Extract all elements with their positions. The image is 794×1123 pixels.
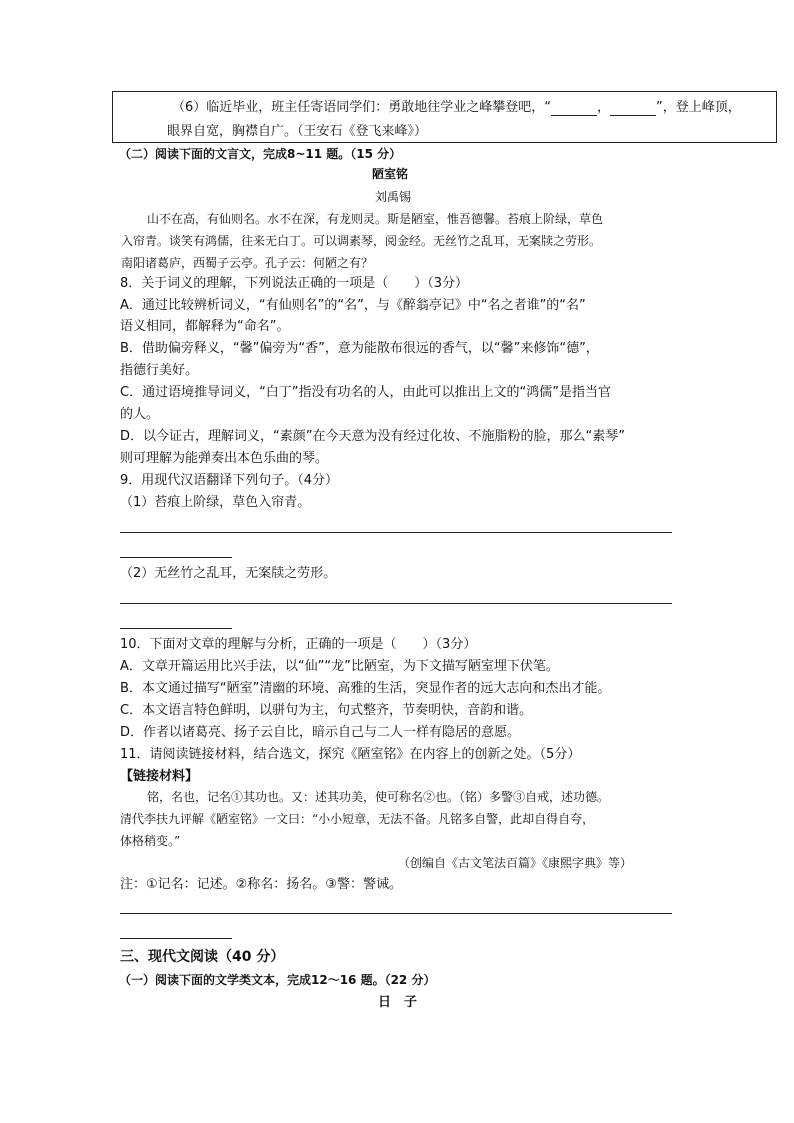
- passage-line-2: 入帘青。谈笑有鸿儒，往来无白丁。可以调素琴，阅金经。无丝竹之乱耳，无案牍之劳形。: [121, 234, 602, 248]
- q8-option-a-cont: 语义相同，都解释为“命名”。: [120, 319, 290, 334]
- material-line-2: 清代李扶九评解《陋室铭》一文曰：“小小短章，无法不备。凡铭多自警，此却自得自夸，: [120, 812, 595, 826]
- q8-option-a: A．通过比较辨析词义，“有仙则名”的“名”，与《醉翁亭记》中“名之者谁”的“名”: [120, 298, 586, 313]
- passage-line-1: 山不在高，有仙则名。水不在深，有龙则灵。斯是陋室，惟吾德馨。苔痕上阶绿，草色: [147, 212, 604, 226]
- passage-title: 陋室铭: [372, 167, 409, 181]
- q10-option-d: D．作者以诸葛亮、扬子云自比，暗示自己与二人一样有隐居的意愿。: [120, 725, 521, 740]
- material-line-3: 体格稍变。”: [120, 834, 181, 848]
- section3-sub: （一）阅读下面的文学类文本，完成12～16 题。（22 分）: [119, 973, 436, 987]
- q6-line2: 眼界自宽，胸襟自广。（王安石《登飞来峰》）: [167, 124, 428, 139]
- answer-line[interactable]: [120, 603, 672, 604]
- q8-option-b: B．借助偏旁释义，“馨”偏旁为“香”，意为能散布很远的香气，以“馨”来修饰“德”，: [120, 341, 599, 356]
- q8-option-d-cont: 则可理解为能弹奏出本色乐曲的琴。: [120, 451, 329, 466]
- q8-option-c-cont: 的人。: [120, 407, 160, 422]
- answer-line[interactable]: [120, 557, 232, 558]
- q8-option-c: C．通过语境推导词义，“白丁”指没有功名的人，由此可以推出上文的“鸿儒”是指当官: [120, 385, 612, 400]
- q10-stem: 10．下面对文章的理解与分析，正确的一项是（ ）（3分）: [120, 637, 477, 652]
- section2-heading: （二）阅读下面的文言文，完成8~11 题。（15 分）: [119, 147, 402, 161]
- material-source: （创编自《古文笔法百篇》《康熙字典》等）: [398, 856, 633, 870]
- answer-blank-2[interactable]: [610, 103, 656, 116]
- q9-stem: 9．用现代汉语翻译下列句子。（4分）: [120, 473, 339, 488]
- answer-line[interactable]: [120, 532, 672, 533]
- material-label: 【链接材料】: [120, 769, 199, 784]
- answer-line[interactable]: [120, 938, 232, 939]
- q10-option-b: B．本文通过描写“陋室”清幽的环境、高雅的生活，突显作者的远大志向和杰出才能。: [120, 681, 611, 696]
- q8-option-d: D．以今证古，理解词义，“素颜”在今天意为没有经过化妆、不施脂粉的脸，那么“素琴”: [120, 429, 625, 444]
- text-title: 日 子: [378, 995, 418, 1010]
- q11-stem: 11．请阅读链接材料，结合选文，探究《陋室铭》在内容上的创新之处。（5分）: [120, 747, 581, 762]
- passage-author: 刘禹锡: [375, 190, 412, 204]
- q10-option-c: C．本文语言特色鲜明，以骈句为主，句式整齐，节奏明快，音韵和谐。: [120, 703, 533, 718]
- q10-option-a: A．文章开篇运用比兴手法，以“仙”“龙”比陋室，为下文描写陋室埋下伏笔。: [120, 659, 559, 674]
- answer-blank-1[interactable]: [551, 103, 597, 116]
- section3-heading: 三、现代文阅读（40 分）: [120, 949, 285, 965]
- answer-line[interactable]: [120, 628, 232, 629]
- material-note: 注：①记名：记述。②称名：扬名。③警：警诫。: [120, 877, 402, 892]
- answer-line[interactable]: [120, 913, 672, 914]
- passage-line-3: 南阳诸葛庐，西蜀子云亭。孔子云：何陋之有？: [121, 256, 374, 270]
- q9-sentence-1: （1）苔痕上阶绿，草色入帘青。: [120, 495, 311, 510]
- q8-stem: 8．关于词义的理解，下列说法正确的一项是（ ）（3分）: [120, 276, 469, 291]
- q9-sentence-2: （2）无丝竹之乱耳，无案牍之劳形。: [120, 566, 337, 581]
- q8-option-b-cont: 指德行美好。: [120, 363, 199, 378]
- q6-line1: （6）临近毕业，班主任寄语同学们：勇敢地往学业之峰攀登吧，“ ， ”，登上峰顶，: [172, 100, 741, 115]
- material-line-1: 铭，名也，记名①其功也。又：述其功美，使可称名②也。（铭）多警③自戒，述功德。: [147, 790, 610, 804]
